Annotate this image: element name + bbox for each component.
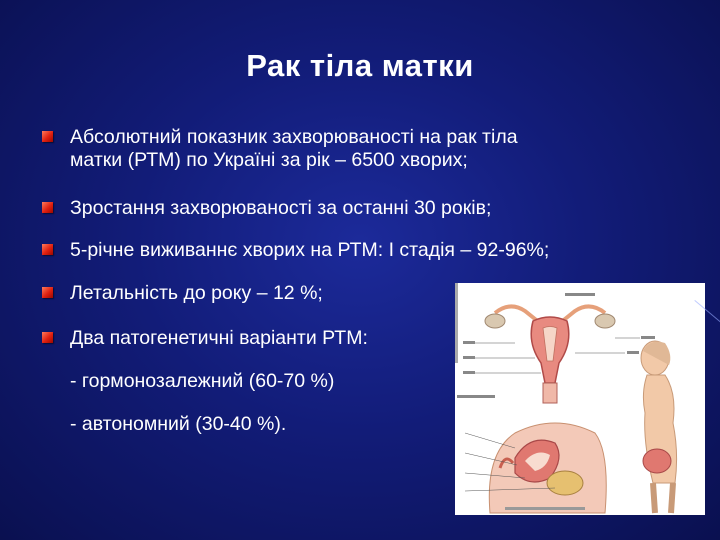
bullet-marker-icon bbox=[42, 131, 53, 142]
bullet-text: Летальність до року – 12 %; bbox=[70, 282, 323, 304]
bullet-text: 5-річне виживаннє хворих на РТМ: I стадія – 92-96%; bbox=[70, 239, 550, 261]
slide-title: Рак тіла матки bbox=[246, 48, 474, 83]
bullet-text: Два патогенетичні варіанти РТМ: bbox=[70, 327, 368, 349]
bullet-text: Абсолютний показник захворюваності на рак тіла bbox=[70, 126, 518, 148]
bullet-marker-icon bbox=[42, 332, 53, 343]
uterus-anatomy-image bbox=[455, 283, 705, 515]
sub-item: - гормонозалежний (60-70 %) bbox=[70, 370, 335, 392]
sub-item: - автономний (30-40 %). bbox=[70, 413, 287, 435]
bullet-marker-icon bbox=[42, 202, 53, 213]
anatomy-illustration bbox=[455, 283, 705, 515]
bullet-text: Зростання захворюваності за останні 30 років; bbox=[70, 197, 492, 219]
bullet-marker-icon bbox=[42, 244, 53, 255]
bullet-text: матки (РТМ) по Україні за рік – 6500 хворих; bbox=[70, 149, 468, 171]
bullet-marker-icon bbox=[42, 287, 53, 298]
